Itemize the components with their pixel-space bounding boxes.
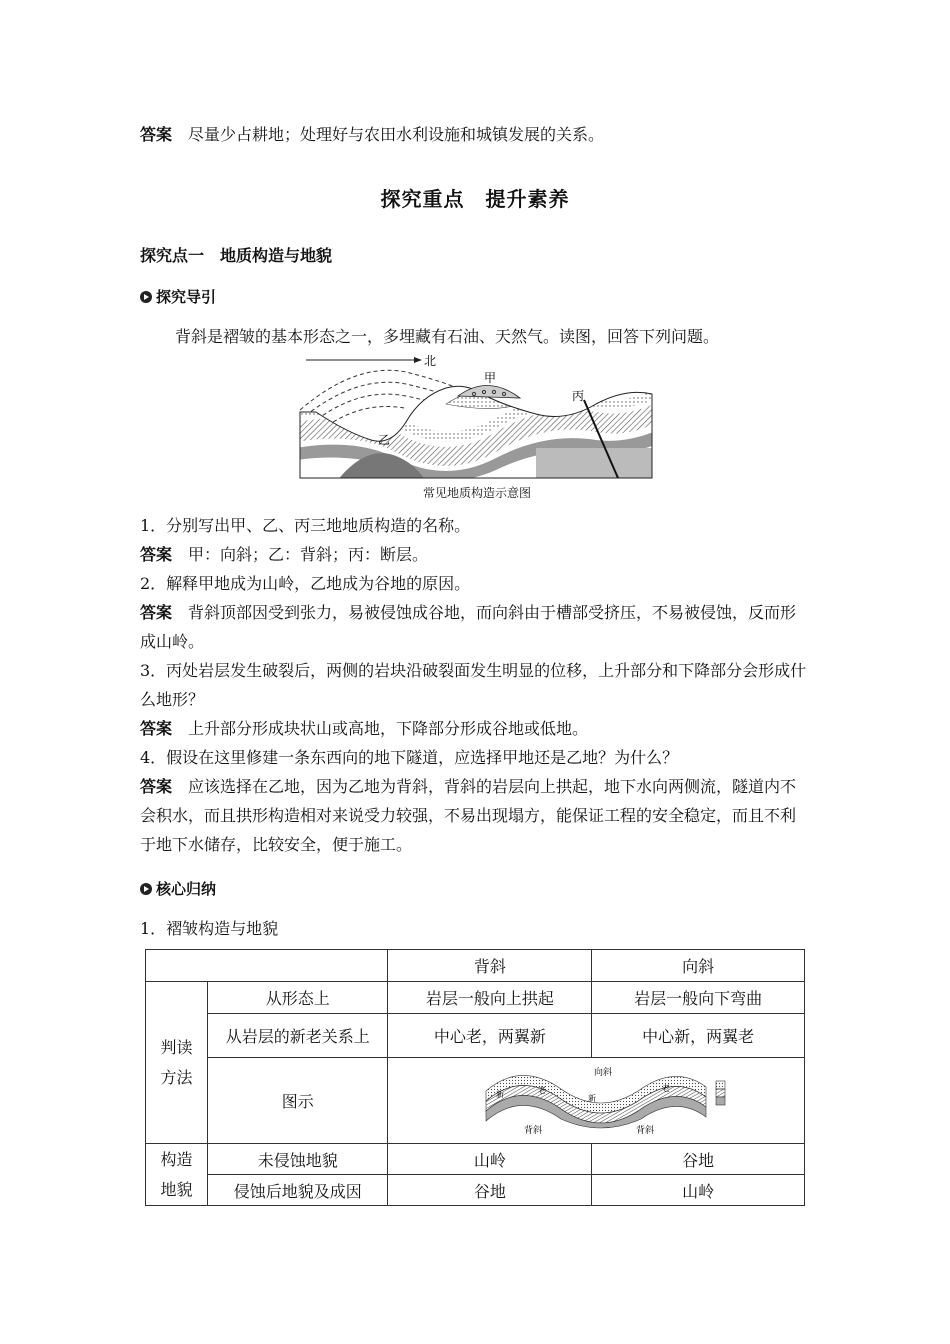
fold-diagram-cell [388,1058,805,1144]
row-item: 未侵蚀地貌 [207,1144,388,1175]
answer-text: 甲：向斜；乙：背斜；丙：断层。 [188,545,429,564]
section-title: 探究重点 提升素养 [380,187,570,211]
cell-anticline: 山岭 [388,1144,592,1175]
question-4: 4．假设在这里修建一条东西向的地下隧道，应选择甲地还是乙地？为什么？ [140,748,679,767]
header-anticline: 背斜 [388,950,592,982]
answer-label: 答案 [140,603,173,622]
figure-caption: 常见地质构造示意图 [422,486,531,500]
table-row [146,1144,805,1175]
table-row [146,982,805,1014]
answer-label: 答案 [140,545,173,564]
row-item: 从岩层的新老关系上 [207,1014,388,1058]
diagram-old-label: 老 [662,1083,671,1093]
table-row [146,1058,805,1144]
group-reading-method: 判读方法 [146,982,208,1144]
answer-4 [140,772,810,859]
cell-syncline: 谷地 [592,1144,805,1175]
label-bing: 丙 [572,389,585,403]
diagram-syncline-label: 向斜 [594,1067,613,1078]
play-marker-icon [140,883,152,895]
top-answer [140,120,604,150]
question-3: 3．丙处岩层发生破裂后，两侧的岩块沿破裂面发生明显的位移，上升部分和下降部分会形成什么地形？ [140,661,807,709]
point-heading: 探究点一 地质构造与地貌 [140,246,333,265]
table-header-row [146,950,805,982]
cell-syncline: 岩层一般向下弯曲 [592,982,805,1014]
guide-heading: 探究导引 [156,288,217,306]
header-empty-cell [146,950,388,982]
answer-text: 尽量少占耕地；处理好与农田水利设施和城镇发展的关系。 [188,125,605,144]
label-jia: 甲 [484,371,497,385]
label-yi: 乙 [378,433,391,447]
cell-anticline: 岩层一般向上拱起 [388,982,592,1014]
diagram-anticline-label-right: 背斜 [636,1125,655,1136]
north-label: 北 [424,354,437,368]
answer-3 [140,714,810,743]
table-row [146,1014,805,1058]
fold-structure-table [145,949,805,1206]
answer-label: 答案 [140,719,173,738]
geologic-structure-figure [296,352,658,482]
question-1: 1．分别写出甲、乙、丙三地地质构造的名称。 [140,516,471,535]
intro-text: 背斜是褶皱的基本形态之一，多埋藏有石油、天然气。读图，回答下列问题。 [175,327,720,346]
cell-anticline: 中心老，两翼新 [388,1014,592,1058]
core-heading-wrap [140,874,216,904]
cell-syncline: 山岭 [592,1175,805,1206]
fold-diagram [466,1061,726,1137]
question-2: 2．解释甲地成为山岭，乙地成为谷地的原因。 [140,574,471,593]
cell-syncline: 中心新，两翼老 [592,1014,805,1058]
group-landform: 构造地貌 [146,1144,208,1206]
table-title: 1．褶皱构造与地貌 [140,919,279,938]
guide-heading-wrap [140,282,216,312]
diagram-old-label: 老 [538,1085,547,1095]
answer-text: 上升部分形成块状山或高地，下降部分形成谷地或低地。 [188,719,589,738]
row-item: 从形态上 [207,982,388,1014]
answer-text: 应该选择在乙地，因为乙地为背斜，背斜的岩层向上拱起，地下水向两侧流，隧道内不会积水，而且拱形构造相对来说受力较强，不易出现塌方，能保证工程的安全稳定，而且不利于地下水储存，比较安全，便于施工。 [140,777,797,854]
diagram-new-label: 新 [588,1093,597,1103]
answer-2 [140,598,810,656]
diagram-new-label: 新 [496,1089,505,1099]
table-row [146,1175,805,1206]
core-heading: 核心归纳 [156,880,217,898]
qa-block [140,511,810,859]
play-marker-icon [140,291,152,303]
diagram-anticline-label-left: 背斜 [524,1125,543,1136]
answer-label: 答案 [140,125,173,144]
header-syncline: 向斜 [592,950,805,982]
answer-1 [140,540,810,569]
row-item: 侵蚀后地貌及成因 [207,1175,388,1206]
row-item: 图示 [207,1058,388,1144]
answer-label: 答案 [140,777,173,796]
answer-text: 背斜顶部因受到张力，易被侵蚀成谷地，而向斜由于槽部受挤压，不易被侵蚀，反而形成山岭。 [140,603,797,651]
cell-anticline: 谷地 [388,1175,592,1206]
